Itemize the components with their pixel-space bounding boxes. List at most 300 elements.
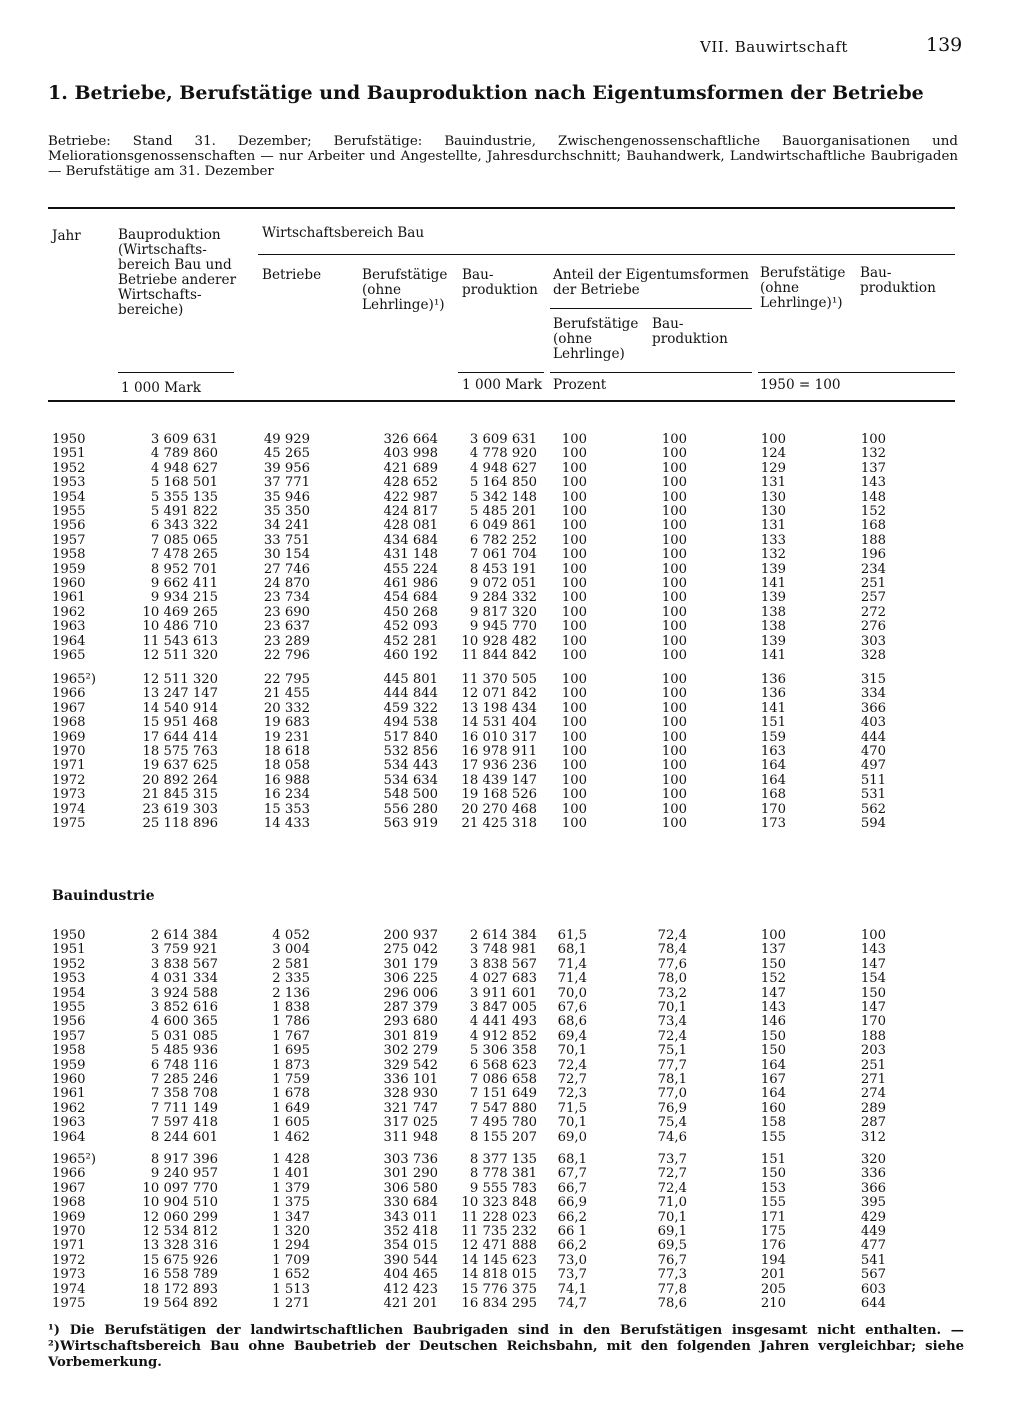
cell-bauproduktion-all: 12 060 299 [142,1209,218,1225]
cell-index-beruf: 168 [760,787,786,803]
cell-bauproduktion-all: 11 543 613 [142,633,218,649]
cell-year: 1973 [52,787,86,803]
cell-index-bau: 196 [860,547,886,563]
cell-anteil-beruf: 100 [561,432,587,447]
cell-bauproduktion-all: 7 597 418 [150,1115,218,1131]
cell-index-bau: 429 [860,1209,886,1225]
cell-berufstaetige: 422 987 [383,489,438,505]
cell-index-bau: 170 [860,1014,886,1030]
cell-year: 1966 [52,686,86,702]
cell-index-beruf: 175 [760,1224,786,1239]
cell-bauproduktion: 10 928 482 [461,633,537,649]
cell-betriebe: 1 652 [272,1267,310,1283]
table-row [0,1059,1024,1073]
cell-index-beruf: 210 [760,1296,786,1311]
cell-bauproduktion: 8 155 207 [469,1129,537,1145]
table-row [0,687,1024,701]
cell-bauproduktion: 4 912 852 [469,1028,537,1044]
cell-bauproduktion: 5 164 850 [469,475,537,491]
unit-label-1: 1 000 Mark [121,380,201,396]
cell-year: 1967 [52,700,86,716]
cell-berufstaetige: 455 224 [383,561,438,577]
cell-bauproduktion-all: 13 247 147 [142,686,218,702]
unit-label-3: Prozent [553,377,607,393]
cell-bauproduktion-all: 7 478 265 [150,547,218,563]
cell-anteil-bau: 100 [661,772,687,788]
cell-berufstaetige: 301 290 [383,1166,438,1182]
cell-berufstaetige: 293 680 [383,1014,438,1030]
cell-year: 1956 [52,518,86,534]
top-rule [48,207,955,209]
cell-betriebe: 1 873 [272,1057,310,1073]
cell-bauproduktion-all: 6 343 322 [150,518,218,534]
cell-betriebe: 30 154 [263,547,310,563]
cell-bauproduktion-all: 4 789 860 [150,446,218,462]
cell-anteil-bau: 100 [661,672,687,687]
cell-anteil-beruf: 73,0 [557,1252,587,1268]
cell-year: 1953 [52,475,86,491]
cell-anteil-beruf: 70,1 [557,1115,587,1131]
cell-index-beruf: 155 [760,1195,786,1211]
cell-index-bau: 271 [860,1072,886,1087]
cell-berufstaetige: 421 689 [383,460,438,476]
cell-anteil-bau: 100 [661,633,687,649]
cell-year: 1952 [52,460,86,476]
cell-berufstaetige: 452 281 [383,633,438,649]
cell-betriebe: 1 513 [272,1281,310,1297]
cell-index-beruf: 131 [760,518,786,534]
table-row [0,433,1024,447]
cell-bauproduktion-all: 3 924 588 [150,985,218,1001]
cell-betriebe: 2 581 [272,956,310,972]
cell-bauproduktion-all: 5 168 501 [150,475,218,491]
cell-index-bau: 334 [860,686,886,702]
cell-index-beruf: 170 [760,801,786,817]
cell-berufstaetige: 434 684 [383,532,438,548]
table-row [0,447,1024,461]
cell-berufstaetige: 306 225 [383,971,438,987]
cell-anteil-beruf: 100 [561,729,587,745]
cell-betriebe: 19 683 [263,715,310,731]
cell-betriebe: 1 462 [272,1129,310,1145]
cell-berufstaetige: 517 840 [383,729,438,745]
table-row [0,491,1024,505]
cell-year: 1964 [52,1129,86,1145]
cell-bauproduktion-all: 4 031 334 [150,971,218,987]
cell-index-beruf: 158 [760,1115,786,1131]
cell-bauproduktion: 4 441 493 [469,1014,537,1030]
cell-index-beruf: 176 [760,1238,786,1254]
cell-year: 1961 [52,590,86,606]
unit-label-2: 1 000 Mark [462,377,542,393]
cell-anteil-bau: 70,1 [657,1209,687,1225]
cell-betriebe: 1 786 [272,1014,310,1030]
cell-bauproduktion: 7 495 780 [469,1115,537,1131]
cell-betriebe: 1 401 [272,1166,310,1182]
cell-anteil-beruf: 100 [561,489,587,505]
cell-index-bau: 567 [860,1267,886,1283]
cell-anteil-bau: 100 [661,648,687,663]
cell-bauproduktion: 18 439 147 [461,772,537,788]
cell-index-beruf: 141 [760,648,786,663]
cell-index-bau: 251 [860,1057,886,1073]
cell-anteil-beruf: 100 [561,475,587,491]
cell-anteil-bau: 72,4 [657,928,687,943]
cell-bauproduktion: 3 609 631 [469,432,537,447]
cell-betriebe: 1 649 [272,1100,310,1116]
cell-anteil-beruf: 66,9 [557,1195,587,1211]
cell-bauproduktion: 14 818 015 [461,1267,537,1283]
table-row [0,716,1024,730]
cell-anteil-bau: 77,3 [657,1267,687,1283]
table-row [0,1131,1024,1145]
cell-bauproduktion-all: 16 558 789 [142,1267,218,1283]
cell-anteil-bau: 73,4 [657,1014,687,1030]
cell-bauproduktion: 9 555 783 [469,1180,537,1196]
table-row [0,1225,1024,1239]
cell-anteil-beruf: 100 [561,744,587,759]
cell-anteil-beruf: 72,3 [557,1086,587,1102]
cell-anteil-bau: 100 [661,801,687,817]
cell-anteil-beruf: 100 [561,801,587,817]
cell-betriebe: 1 709 [272,1252,310,1268]
cell-bauproduktion-all: 10 097 770 [142,1180,218,1196]
table-row [0,759,1024,773]
cell-anteil-beruf: 67,7 [557,1166,587,1182]
cell-betriebe: 15 353 [263,801,310,817]
cell-index-bau: 143 [860,942,886,958]
cell-index-beruf: 151 [760,715,786,731]
table-row [0,987,1024,1001]
cell-index-beruf: 131 [760,475,786,491]
table-row [0,817,1024,831]
cell-index-bau: 257 [860,590,886,606]
cell-index-bau: 150 [860,985,886,1001]
cell-bauproduktion-all: 9 934 215 [150,590,218,606]
table-row [0,943,1024,957]
cell-betriebe: 23 734 [263,590,310,606]
cell-year: 1967 [52,1180,86,1196]
cell-index-beruf: 159 [760,729,786,745]
cell-bauproduktion: 4 778 920 [469,446,537,462]
anteil-rule [550,308,752,309]
table-row [0,745,1024,759]
cell-anteil-bau: 100 [661,744,687,759]
cell-year: 1963 [52,619,86,635]
cell-year: 1975 [52,1296,86,1311]
cell-year: 1969 [52,1209,86,1225]
cell-bauproduktion: 13 198 434 [461,700,537,716]
cell-bauproduktion-all: 3 838 567 [150,956,218,972]
cell-betriebe: 14 433 [263,816,310,831]
cell-year: 1962 [52,1100,86,1116]
cell-year: 1950 [52,928,86,943]
section-label-bauindustrie: Bauindustrie [52,888,155,904]
cell-year: 1973 [52,1267,86,1283]
cell-bauproduktion: 11 228 023 [461,1209,537,1225]
cell-betriebe: 16 988 [263,772,310,788]
cell-bauproduktion: 19 168 526 [461,787,537,803]
cell-bauproduktion-all: 12 511 320 [142,648,218,663]
cell-anteil-bau: 100 [661,715,687,731]
cell-bauproduktion: 8 778 381 [469,1166,537,1182]
cell-berufstaetige: 428 652 [383,475,438,491]
table-row [0,1102,1024,1116]
cell-berufstaetige: 556 280 [383,801,438,817]
running-header-section: VII. Bauwirtschaft [700,38,848,56]
cell-year: 1974 [52,801,86,817]
cell-berufstaetige: 404 465 [383,1267,438,1283]
cell-anteil-bau: 69,1 [657,1224,687,1239]
cell-year: 1951 [52,446,86,462]
cell-anteil-beruf: 72,4 [557,1057,587,1073]
cell-berufstaetige: 534 443 [383,758,438,774]
table-row [0,1153,1024,1167]
cell-bauproduktion: 5 306 358 [469,1043,537,1059]
cell-index-bau: 303 [860,633,886,649]
cell-bauproduktion-all: 5 031 085 [150,1028,218,1044]
cell-betriebe: 22 796 [263,648,310,663]
cell-index-bau: 644 [860,1296,886,1311]
cell-index-beruf: 164 [760,772,786,788]
cell-bauproduktion: 14 531 404 [461,715,537,731]
cell-anteil-beruf: 68,6 [557,1014,587,1030]
cell-betriebe: 24 870 [263,576,310,591]
cell-berufstaetige: 412 423 [383,1281,438,1297]
cell-anteil-beruf: 71,5 [557,1100,587,1116]
intro-note: Betriebe: Stand 31. Dezember; Berufstätige: Bauindustrie, Zwischengenossenschaftliche Bauorganisationen und Meliorationsgenossenschaften — nur Arbeiter und Angestellte, Jahresdurchschnitt; Bauhandwerk, Landwirtschaftliche Baubrigaden — Berufstätige am 31. Dezember [48,134,958,179]
cell-betriebe: 23 690 [263,604,310,620]
table-row [0,1283,1024,1297]
cell-anteil-beruf: 67,6 [557,1000,587,1015]
cell-betriebe: 49 929 [263,432,310,447]
cell-year: 1951 [52,942,86,958]
cell-year: 1972 [52,1252,86,1268]
cell-bauproduktion-all: 9 662 411 [150,576,218,591]
table-row [0,1044,1024,1058]
cell-anteil-bau: 71,0 [657,1195,687,1211]
cell-index-beruf: 136 [760,686,786,702]
cell-anteil-bau: 72,4 [657,1028,687,1044]
cell-berufstaetige: 306 580 [383,1180,438,1196]
cell-year: 1971 [52,758,86,774]
cell-year: 1950 [52,432,86,447]
cell-berufstaetige: 424 817 [383,504,438,519]
cell-bauproduktion: 7 547 880 [469,1100,537,1116]
cell-bauproduktion: 21 425 318 [461,816,537,831]
cell-bauproduktion-all: 5 485 936 [150,1043,218,1059]
cell-berufstaetige: 460 192 [383,648,438,663]
cell-year: 1971 [52,1238,86,1254]
cell-year: 1960 [52,1072,86,1087]
cell-bauproduktion: 8 453 191 [469,561,537,577]
col-head-berufstaetige: Berufstätige (ohne Lehrlinge)¹) [362,267,448,313]
cell-anteil-beruf: 100 [561,816,587,831]
cell-bauproduktion-all: 7 358 708 [150,1086,218,1102]
cell-index-beruf: 143 [760,1000,786,1015]
cell-anteil-beruf: 61,5 [557,928,587,943]
table-row [0,1167,1024,1181]
header-bottom-rule [48,400,955,402]
cell-berufstaetige: 321 747 [383,1100,438,1116]
cell-betriebe: 1 428 [272,1152,310,1167]
table-title: 1. Betriebe, Berufstätige und Bauproduktion nach Eigentumsformen der Betriebe [48,82,924,104]
cell-berufstaetige: 275 042 [383,942,438,958]
cell-anteil-beruf: 69,0 [557,1129,587,1145]
cell-index-beruf: 139 [760,590,786,606]
footnotes: ¹) Die Berufstätigen der landwirtschaftlichen Baubrigaden sind in den Berufstätigen insgesamt nicht enthalten. — ²)Wirtschaftsbereich Bau ohne Baubetrieb der Deutschen Reichsbahn, mit den folgenden Jahren vergleichbar; siehe Vorbemerkung. [48,1323,964,1370]
table-row [0,788,1024,802]
cell-berufstaetige: 287 379 [383,1000,438,1015]
cell-betriebe: 37 771 [263,475,310,491]
cell-bauproduktion: 12 471 888 [461,1238,537,1254]
cell-index-beruf: 194 [760,1252,786,1268]
cell-anteil-bau: 70,1 [657,1000,687,1015]
cell-index-bau: 234 [860,561,886,577]
cell-bauproduktion: 7 061 704 [469,547,537,563]
cell-bauproduktion: 8 377 135 [469,1152,537,1167]
table-row [0,1297,1024,1311]
cell-anteil-bau: 75,4 [657,1115,687,1131]
cell-bauproduktion-all: 13 328 316 [142,1238,218,1254]
cell-berufstaetige: 390 544 [383,1252,438,1268]
cell-bauproduktion: 16 010 317 [461,729,537,745]
cell-anteil-bau: 100 [661,619,687,635]
cell-berufstaetige: 444 844 [383,686,438,702]
cell-year: 1966 [52,1166,86,1182]
table-row [0,505,1024,519]
cell-index-beruf: 150 [760,1028,786,1044]
cell-anteil-bau: 78,1 [657,1072,687,1087]
cell-index-bau: 274 [860,1086,886,1102]
cell-bauproduktion-all: 3 852 616 [150,1000,218,1015]
col-head-group: Wirtschaftsbereich Bau [262,225,425,241]
cell-index-bau: 152 [860,504,886,519]
cell-bauproduktion: 4 027 683 [469,971,537,987]
cell-index-bau: 594 [860,816,886,831]
cell-betriebe: 1 605 [272,1115,310,1131]
cell-betriebe: 19 231 [263,729,310,745]
cell-bauproduktion: 11 735 232 [461,1224,537,1239]
unit-label-4: 1950 = 100 [760,377,841,393]
cell-betriebe: 35 350 [263,504,310,519]
cell-anteil-bau: 72,7 [657,1166,687,1182]
cell-index-beruf: 155 [760,1129,786,1145]
cell-anteil-bau: 100 [661,729,687,745]
cell-anteil-beruf: 100 [561,604,587,620]
cell-index-bau: 251 [860,576,886,591]
cell-year: 1965 [52,648,86,663]
cell-betriebe: 45 265 [263,446,310,462]
table-row [0,1015,1024,1029]
table-row [0,673,1024,687]
cell-berufstaetige: 336 101 [383,1072,438,1087]
cell-berufstaetige: 200 937 [383,928,438,943]
col-head-index-bau: Bau- produktion [860,265,936,296]
cell-bauproduktion: 2 614 384 [469,928,537,943]
cell-berufstaetige: 459 322 [383,700,438,716]
cell-berufstaetige: 452 093 [383,619,438,635]
cell-anteil-beruf: 74,1 [557,1281,587,1297]
cell-index-beruf: 160 [760,1100,786,1116]
cell-index-beruf: 205 [760,1281,786,1297]
table-row [0,1254,1024,1268]
cell-index-beruf: 139 [760,561,786,577]
cell-index-bau: 276 [860,619,886,635]
cell-index-beruf: 153 [760,1180,786,1196]
cell-bauproduktion: 6 568 623 [469,1057,537,1073]
cell-index-bau: 444 [860,729,886,745]
cell-anteil-bau: 77,0 [657,1086,687,1102]
cell-anteil-bau: 78,4 [657,942,687,958]
cell-anteil-bau: 78,0 [657,971,687,987]
cell-year: 1959 [52,1057,86,1073]
cell-index-beruf: 173 [760,816,786,831]
cell-berufstaetige: 302 279 [383,1043,438,1059]
cell-bauproduktion-all: 8 952 701 [150,561,218,577]
cell-index-bau: 132 [860,446,886,462]
cell-anteil-beruf: 100 [561,633,587,649]
cell-bauproduktion-all: 14 540 914 [142,700,218,716]
cell-index-bau: 603 [860,1281,886,1297]
table-row [0,1073,1024,1087]
cell-year: 1968 [52,1195,86,1211]
cell-anteil-bau: 100 [661,518,687,534]
cell-betriebe: 1 767 [272,1028,310,1044]
cell-betriebe: 1 294 [272,1238,310,1254]
cell-index-beruf: 138 [760,604,786,620]
cell-betriebe: 22 795 [263,672,310,687]
cell-bauproduktion: 7 151 649 [469,1086,537,1102]
cell-bauproduktion: 3 911 601 [469,985,537,1001]
cell-bauproduktion-all: 4 948 627 [150,460,218,476]
cell-anteil-bau: 74,6 [657,1129,687,1145]
cell-berufstaetige: 534 634 [383,772,438,788]
cell-betriebe: 27 746 [263,561,310,577]
cell-betriebe: 21 455 [263,686,310,702]
cell-year: 1965²) [52,672,96,687]
cell-anteil-bau: 100 [661,504,687,519]
cell-index-beruf: 130 [760,489,786,505]
cell-index-bau: 100 [860,928,886,943]
cell-anteil-bau: 100 [661,686,687,702]
cell-betriebe: 18 618 [263,744,310,759]
col-head-anteil-bau: Bau- produktion [652,316,728,347]
cell-index-bau: 497 [860,758,886,774]
cell-betriebe: 1 320 [272,1224,310,1239]
cell-berufstaetige: 431 148 [383,547,438,563]
cell-anteil-beruf: 100 [561,700,587,716]
table-row [0,702,1024,716]
cell-anteil-bau: 75,1 [657,1043,687,1059]
cell-anteil-bau: 100 [661,432,687,447]
cell-berufstaetige: 301 819 [383,1028,438,1044]
cell-anteil-bau: 100 [661,460,687,476]
cell-anteil-bau: 100 [661,590,687,606]
cell-year: 1958 [52,547,86,563]
cell-bauproduktion-all: 21 845 315 [142,787,218,803]
cell-anteil-beruf: 71,4 [557,971,587,987]
cell-anteil-bau: 100 [661,576,687,591]
cell-anteil-beruf: 74,7 [557,1296,587,1311]
cell-berufstaetige: 548 500 [383,787,438,803]
cell-bauproduktion: 12 071 842 [461,686,537,702]
col-head-anteil: Anteil der Eigentumsformen der Betriebe [553,267,749,298]
cell-index-beruf: 150 [760,1166,786,1182]
table-row [0,606,1024,620]
cell-bauproduktion-all: 6 748 116 [150,1057,218,1073]
cell-berufstaetige: 532 856 [383,744,438,759]
